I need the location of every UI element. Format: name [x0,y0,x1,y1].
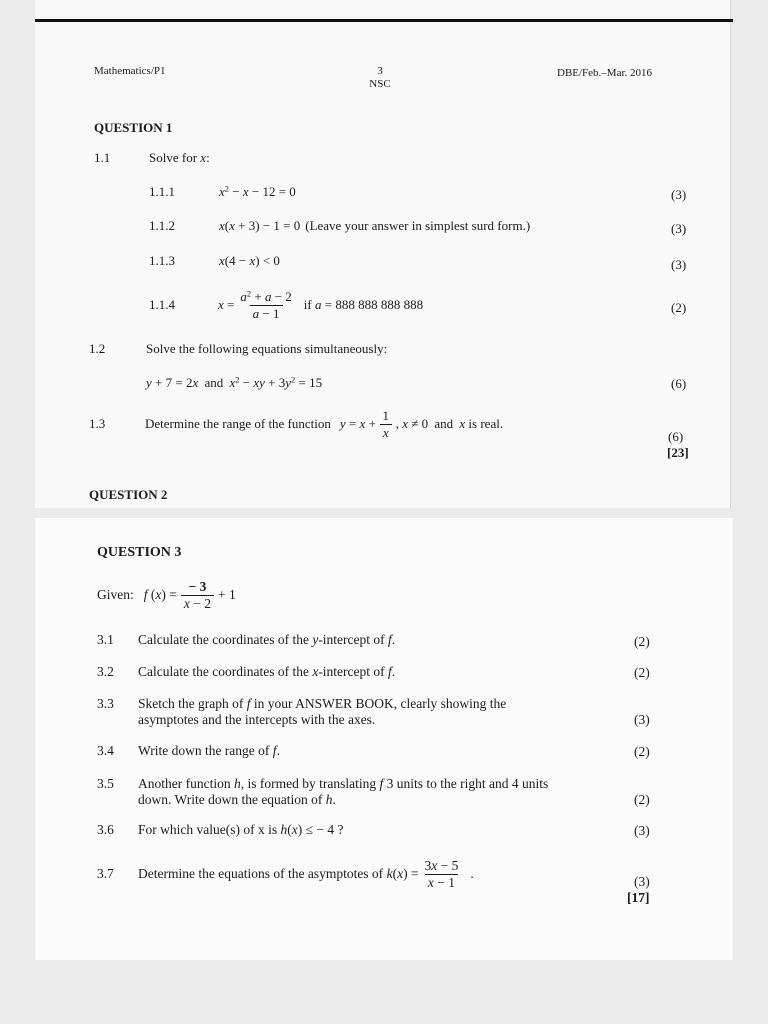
header-subject: Mathematics/P1 [94,65,166,77]
variable: h [233,776,241,791]
equation-text: − 5 [437,857,459,873]
item-1-1-3-marks: (3) [671,257,687,272]
question-text: Sketch the graph of [138,696,247,711]
variable: x [218,297,224,312]
item-3-1-text [138,632,395,648]
item-3-3-number: 3.3 [97,696,114,711]
equation-text: is real. [465,416,504,431]
item-3-7-text [97,866,419,882]
fraction-denominator [425,874,458,891]
variable: x [402,416,408,431]
equation-text: , [395,416,403,431]
variable: y [146,375,152,390]
item-1-1-2-note: (Leave your answer in simplest surd form.) [305,218,531,233]
fraction-numerator: − 3 [188,578,207,594]
variable: x [192,375,199,390]
equation-text: ≠ 0 [407,416,429,431]
function-domain [396,416,503,432]
equation-text: − 2 [189,595,211,611]
variable: a [252,305,260,321]
variable: h [325,792,333,807]
item-3-4-text [138,743,280,759]
variable: x [359,416,366,431]
variable: k [386,866,393,881]
item-3-7-question [97,856,474,892]
variable: x [200,150,207,165]
equation-lhs [218,297,234,313]
fraction-denominator: x [380,424,392,441]
question-2-title: QUESTION 2 [89,487,168,502]
variable: f [388,632,392,647]
variable: y [339,416,346,431]
equation-text: − 12 = 0 [248,184,296,199]
variable: x [229,218,235,233]
question-text: Another function [138,776,234,791]
item-1-1-4-equation [218,287,423,323]
header-session: DBE/Feb.–Mar. 2016 [557,67,653,79]
conjunction: and [431,416,457,431]
item-1-2-marks: (6) [671,376,687,391]
fraction [238,289,293,322]
item-3-4-marks: (2) [634,744,650,759]
variable: x [312,664,319,679]
variable: a [264,288,272,304]
item-1-1-1-equation [219,184,296,200]
variable: a [314,297,322,312]
fraction-numerator [423,858,461,874]
equation-text: + 3 [264,375,286,390]
item-1-1-1-marks: (3) [671,187,687,202]
item-3-7-marks: (3) [634,874,650,889]
item-3-6-text [138,822,344,838]
given-label: Given: [97,587,134,602]
question-text: . [332,792,336,807]
item-1-1-3-number: 1.1.3 [149,253,175,268]
equation-text: ) < 0 [255,253,280,268]
fraction [181,579,214,612]
question-text: ( [287,822,292,837]
question-text: For which value(s) of x is [138,822,281,837]
equation-text: ( [147,587,156,602]
item-1-1-1-number: 1.1.1 [149,184,175,199]
question-text: , is formed by translating [240,776,380,791]
equation-text: − 1 [259,305,280,321]
item-3-2-text [138,664,395,680]
equation-text: − [229,184,243,199]
variable: x [219,218,225,233]
equation-text: ) = [161,587,177,602]
item-3-7-number: 3.7 [97,866,114,881]
function-rhs: + 1 [218,587,236,602]
conjunction: and [201,375,227,390]
variable: x [397,866,404,881]
question-3-total: [17] [627,890,650,905]
question-text: in your ANSWER BOOK, clearly showing the [250,696,507,711]
item-1-3-marks: (6) [668,429,684,444]
header-rule [35,19,733,22]
item-3-5-text-line2 [138,792,336,808]
question-text: . [470,866,474,881]
item-3-6-marks: (3) [634,823,650,838]
variable: x [155,587,162,602]
question-text: down. Write down the equation of [138,792,326,807]
item-1-1-2-marks: (3) [671,221,687,236]
question-text: Calculate the coordinates of the [138,664,313,679]
function-lhs [340,416,376,432]
equation-text: (4 − [224,253,250,268]
item-3-5-text-line1 [138,776,548,792]
item-1-1-4-marks: (2) [671,300,687,315]
variable: x [459,416,466,431]
item-3-5-marks: (2) [634,792,650,807]
variable: y [312,632,319,647]
question-text: -intercept of [318,664,389,679]
equation-condition [304,297,423,313]
question-text: 3 units to the right and 4 units [383,776,549,791]
exponent: 2 [246,287,252,298]
question-text: . [391,632,396,647]
question-3-given [97,576,236,614]
variable: x [219,253,225,268]
fraction [380,408,392,441]
exponent: 2 [224,183,229,194]
equation-text: ( [392,866,398,881]
item-3-3-marks: (3) [634,712,650,727]
item-1-1-3-inequality [219,253,280,269]
item-1-1-prompt [149,150,210,166]
item-1-2-equations [146,375,322,391]
variable: f [388,664,392,679]
item-3-4-number: 3.4 [97,743,114,758]
equation-text: = [345,416,360,431]
variable: f [143,587,148,602]
prompt-text: : [206,150,210,165]
question-1-title: QUESTION 1 [94,120,173,135]
variable: x [183,595,190,611]
variable: y [285,375,292,390]
item-3-5-number: 3.5 [97,776,114,791]
variable: f [272,743,277,758]
equation-text: ) = [403,866,419,881]
item-1-3-number: 1.3 [89,416,106,431]
exponent: 2 [291,374,296,385]
equation-text: ( [224,218,230,233]
question-text: . [391,664,396,679]
equation-text: + 7 = 2 [151,375,193,390]
item-1-1-number: 1.1 [94,150,111,165]
question-1-total: [23] [667,445,689,460]
question-text: Calculate the coordinates of the [138,632,313,647]
item-1-2-prompt: Solve the following equations simultaneously: [146,341,388,356]
item-1-3-question [145,406,503,442]
question-3-title: QUESTION 3 [97,545,182,560]
question-text: Determine the equations of the asymptotes of [138,866,387,881]
equation-text: + 3) − 1 = 0 [234,218,301,233]
variable: a [240,288,247,304]
variable: x [427,874,434,890]
item-3-2-marks: (2) [634,665,650,680]
item-1-1-2-number: 1.1.2 [149,218,175,233]
question-text: -intercept of [318,632,389,647]
equation-text: 3 [424,857,432,873]
variable: f [246,696,251,711]
item-3-2-number: 3.2 [97,664,114,679]
fraction-denominator [181,595,214,612]
equation-text: − 2 [271,288,292,304]
variable: x [431,857,438,873]
equation-text: = [223,297,235,312]
item-3-1-number: 3.1 [97,632,114,647]
fraction [423,858,461,891]
function-lhs [144,587,177,603]
variable: h [280,822,288,837]
equation-text: = 888 888 888 888 [321,297,424,312]
item-1-2-number: 1.2 [89,341,106,356]
equation-text: = 15 [295,375,323,390]
equation-text: − 1 [433,874,456,890]
item-3-1-marks: (2) [634,634,650,649]
variable: x [291,822,298,837]
item-1-1-4-number: 1.1.4 [149,297,175,312]
variable: xy [253,375,265,390]
fraction-numerator [238,289,293,305]
header-certificate: NSC [369,78,391,90]
variable: x [242,184,249,199]
variable: x [229,375,236,390]
variable: x [249,253,256,268]
item-1-1-2-equation [219,218,530,234]
question-text: Write down the range of [138,743,273,758]
question-text: . [276,743,280,758]
equation-text: if [303,297,315,312]
item-3-3-text-line2: asymptotes and the intercepts with the axes. [138,712,376,727]
fraction-numerator: 1 [382,407,390,423]
variable: f [379,776,384,791]
prompt-text: Solve for [149,150,201,165]
variable: x [219,184,225,199]
fraction-denominator [250,305,283,322]
equation-text: − [239,375,254,390]
item-1-3-prompt: Determine the range of the function [145,416,331,431]
item-3-3-text-line1 [138,696,506,712]
question-text: ) ≤ − 4 ? [297,822,344,837]
equation-text: + [251,288,265,304]
equation-text: + [365,416,376,431]
item-3-6-number: 3.6 [97,822,114,837]
exponent: 2 [235,374,240,385]
header-page-number: 3 [377,65,383,77]
